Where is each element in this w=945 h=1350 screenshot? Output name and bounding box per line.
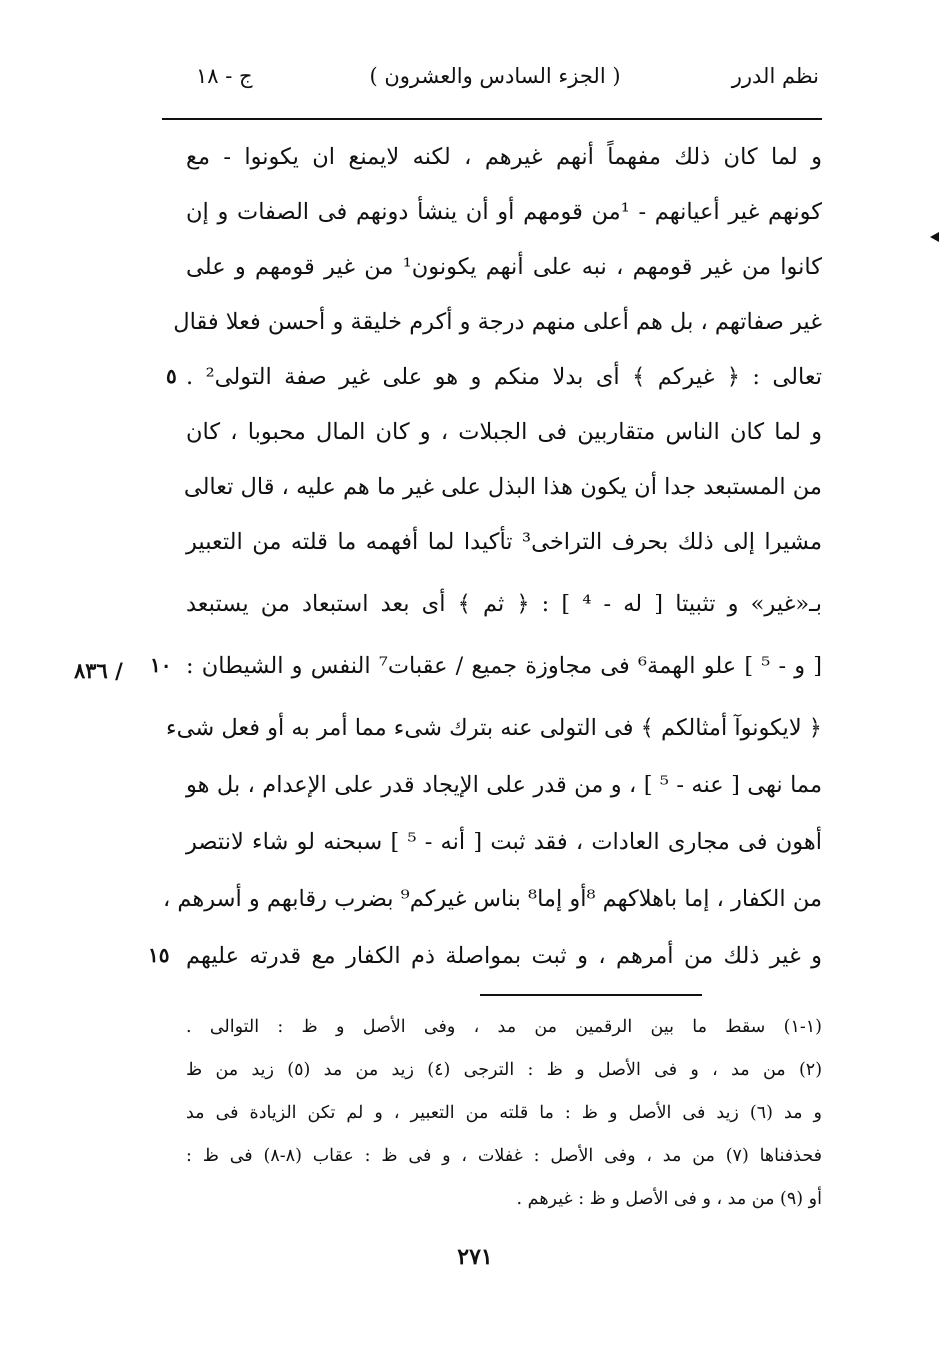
body-line: و لما كان الناس متقاربين فى الجبلات ، و كان المال محبوبا ، كان [186,419,822,445]
body-line: كونهم غير أعيانهم - ¹من قومهم أو أن ينشأ دونهم فى الصفات و إن [186,199,822,225]
body-line: مما نهى [ عنه - ⁵ ] ، و من قدر على الإيجاد قدر على الإعدام ، بل هو [186,772,822,798]
body-line: و غير ذلك من أمرهم ، و ثبت بمواصلة ذم الكفار مع قدرته عليهم [186,943,822,969]
footnote-line: فحذفناها (٧) من مد ، وفى الأصل : غفلات ، و فى ظ : عقاب (٨-٨) فى ظ : [186,1146,822,1166]
body-line: غير صفاتهم ، بل هم أعلى منهم درجة و أكرم خليقة و أحسن فعلا فقال [173,309,822,335]
body-line: بـ«غير» و تثبيتا [ له - ⁴ ] : ﴿ ثم ﴾ أى بعد استبعاد من يستبعد [186,591,822,617]
footnote-line: و مد (٦) زيد فى الأصل و ظ : ما قلته من التعبير ، و لم تكن الزيادة فى مد [186,1103,822,1123]
page-number: ٢٧١ [457,1244,493,1270]
running-header-book-title: نظم الدرر [731,64,819,88]
body-line: من الكفار ، إما باهلاكهم ⁸أو إما⁸ بناس غيركم⁹ بضرب رقابهم و أسرهم ، [162,886,822,912]
body-line: ﴿ لايكونوآ أمثالكم ﴾ فى التولى عنه بترك شىء مما أمر به أو فعل شىء [165,715,822,741]
line-number: ١٠ [150,653,172,677]
footnote-line: (١-١) سقط ما بين الرقمين من مد ، وفى الأصل و ظ : التوالى . [186,1017,822,1037]
body-line: و لما كان ذلك مفهماً أنهم غيرهم ، لكنه لايمنع ان يكونوا - مع [186,144,822,170]
header-rule [162,118,822,120]
body-line: كانوا من غير قومهم ، نبه على أنهم يكونون¹ من غير قومهم و على [186,254,822,280]
margin-pointer-icon [930,232,939,242]
running-header-volume: ج - ١٨ [196,64,253,88]
body-line: مشيرا إلى ذلك بحرف التراخى³ تأكيدا لما أفهمه ما قلته من التعبير [186,529,822,555]
running-header-part: ( الجزء السادس والعشرون ) [369,64,621,88]
body-line: أهون فى مجارى العادات ، فقد ثبت [ أنه - ⁵ ] سبحنه لو شاء لانتصر [186,829,822,855]
body-line: من المستبعد جدا أن يكون هذا البذل على غير ما هم عليه ، قال تعالى [183,474,822,500]
footnote-line: أو (٩) من مد ، و فى الأصل و ظ : غيرهم . [516,1189,822,1209]
line-number: ٥ [166,364,177,388]
line-number: ١٥ [148,943,170,967]
footnote-line: (٢) من مد ، و فى الأصل و ظ : الترجى (٤) زيد من مد (٥) زيد من ظ [186,1060,823,1080]
footnote-separator [480,994,702,996]
body-line: تعالى : ﴿ غيركم ﴾ أى بدلا منكم و هو على غير صفة التولى² . [186,364,822,390]
body-line: [ و - ⁵ ] علو الهمة⁶ فى مجاوزة جميع / عقبات⁷ النفس و الشيطان : [186,653,823,679]
manuscript-folio-reference: ٨٣٦ / [74,658,123,683]
